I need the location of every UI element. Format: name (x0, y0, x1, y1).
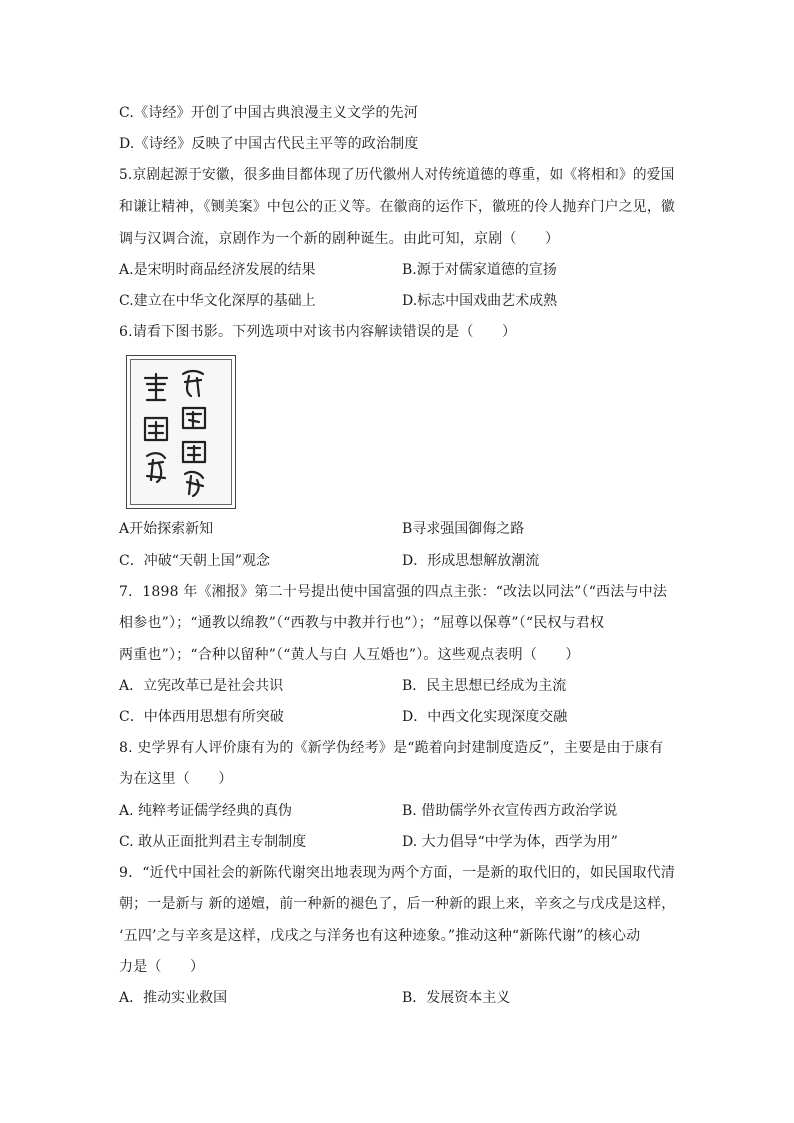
q9-option-b: B．发展资本主义 (402, 990, 511, 1006)
q8-option-c: C. 敢从正面批判君主专制制度 (119, 834, 307, 850)
q6-option-a: A开始探索新知 (119, 521, 214, 537)
q8-option-b: B. 借助儒学外衣宣传西方政治学说 (402, 803, 618, 819)
q6-option-b: B寻求强国御侮之路 (402, 521, 525, 537)
q6-option-c: C．冲破“天朝上国”观念 (119, 553, 271, 569)
q5-option-d: D.标志中国戏曲艺术成熟 (402, 293, 558, 309)
q4-option-c: C.《诗经》开创了中国古典浪漫主义文学的先河 (119, 105, 419, 121)
q7-option-c: C．中体西用思想有所突破 (119, 709, 284, 725)
q8-option-a: A. 纯粹考证儒学经典的真伪 (119, 803, 293, 819)
q5-option-a: A.是宋明时商品经济发展的结果 (119, 262, 316, 278)
q6-stem: 6.请看下图书影。下列选项中对该书内容解读错误的是（ ） (119, 324, 517, 340)
q8-stem-line-2: 为在这里（ ） (119, 771, 233, 787)
q5-stem-line-2: 和谦让精神，《铡美案》中包公的正义等。在徽商的运作下，徽班的伶人抛弃门户之见，徽 (119, 199, 676, 215)
q5-option-c: C.建立在中华文化深厚的基础上 (119, 293, 316, 309)
q9-option-a: A．推动实业救国 (119, 990, 228, 1006)
q7-stem-line-3: 两重也”）；“合种以留种”（“黄人与白 人互婚也”）。这些观点表明（ ） (119, 647, 580, 663)
q7-stem-line-1: 7．1898 年《湘报》第二十号提出使中国富强的四点主张：“改法以同法”（“西法与中法 (119, 584, 668, 600)
q5-stem-line-1: 5.京剧起源于安徽，很多曲目都体现了历代徽州人对传统道德的尊重，如《将相和》的爱国 (119, 167, 675, 183)
q5-stem-line-3: 调与汉调合流，京剧作为一个新的剧种诞生。由此可知，京剧（ ） (119, 231, 560, 247)
seal-script-characters-icon (127, 356, 235, 508)
q9-stem-line-4: 力是（ ） (119, 959, 205, 975)
q9-stem-line-2: 朝；一是新与 新的递嬗，前一种新的褪色了，后一种新的跟上来，辛亥之与戊戌是这样， (119, 896, 676, 912)
book-cover-seal-image (126, 355, 236, 509)
q6-option-d: D．形成思想解放潮流 (402, 553, 540, 569)
q8-stem-line-1: 8. 史学界有人评价康有为的《新学伪经考》是“跪着向封建制度造反”，主要是由于康有 (119, 740, 664, 756)
q9-stem-line-1: 9．“近代中国社会的新陈代谢突出地表现为两个方面，一是新的取代旧的，如民国取代清 (119, 865, 676, 881)
q4-option-d: D.《诗经》反映了中国古代民主平等的政治制度 (119, 136, 419, 152)
q7-option-d: D．中西文化实现深度交融 (402, 709, 568, 725)
q5-option-b: B.源于对儒家道德的宣扬 (402, 262, 557, 278)
q7-option-a: A．立宪改革已是社会共识 (119, 678, 284, 694)
q8-option-d: D. 大力倡导“中学为体，西学为用” (402, 834, 618, 850)
q7-option-b: B．民主思想已经成为主流 (402, 678, 567, 694)
q9-stem-line-3: ‘五四’之与辛亥是这样，戊戌之与洋务也有这种迹象。”推动这种“新陈代谢”的核心动 (119, 928, 641, 944)
q7-stem-line-2: 相参也”）；“通教以绵教”（“西教与中教并行也”）；“屈尊以保尊”（“民权与君权 (119, 615, 605, 631)
